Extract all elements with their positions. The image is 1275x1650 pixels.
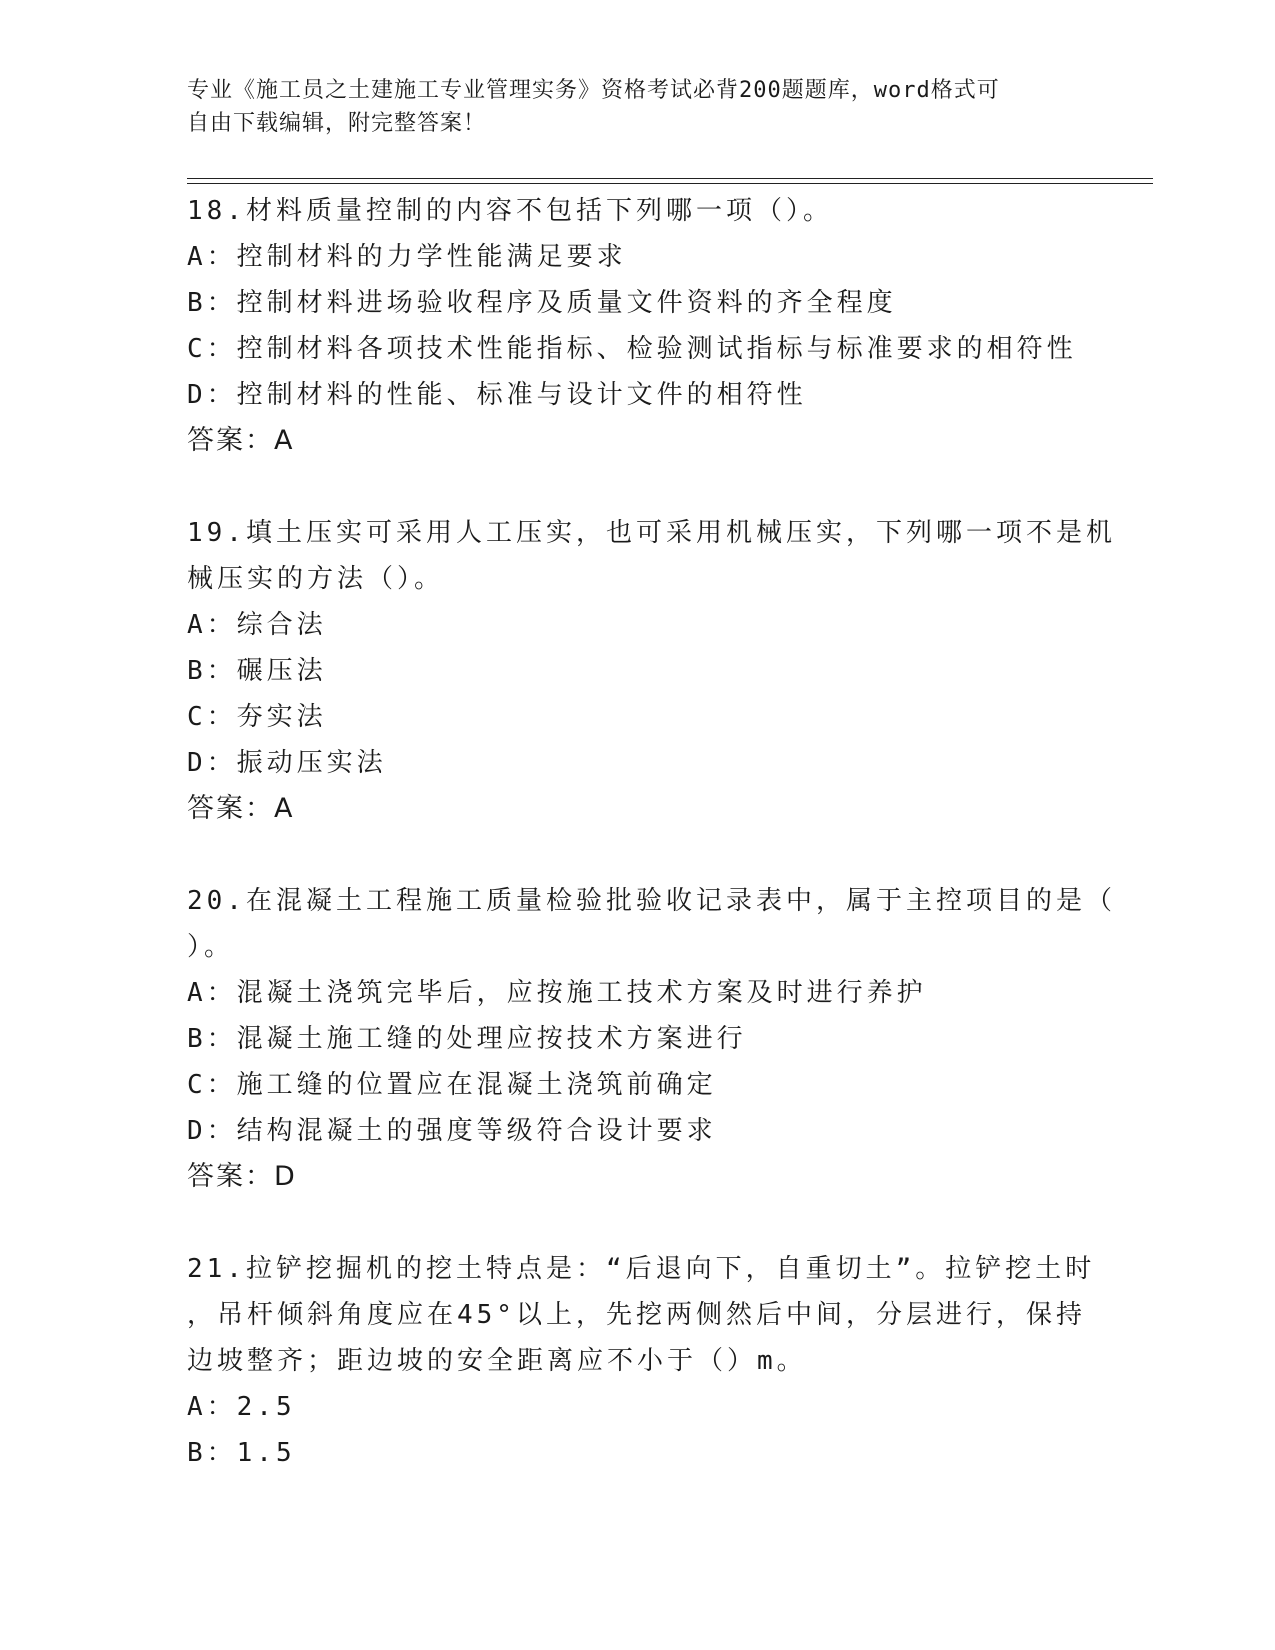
option-a: A：综合法	[187, 610, 327, 640]
question-stem-continued: 械压实的方法（）。	[187, 564, 445, 594]
header-divider-bottom	[187, 183, 1153, 184]
answer: 答案：A	[187, 793, 295, 824]
question-stem: 19.填土压实可采用人工压实，也可采用机械压实，下列哪一项不是机	[187, 518, 1116, 548]
question-stem-continued: 边坡整齐；距边坡的安全距离应不小于（）m。	[187, 1346, 807, 1376]
option-d: D：结构混凝土的强度等级符合设计要求	[187, 1116, 717, 1146]
question-stem: 21.拉铲挖掘机的挖土特点是：“后退向下，自重切土”。拉铲挖土时	[187, 1254, 1096, 1284]
option-b: B：控制材料进场验收程序及质量文件资料的齐全程度	[187, 288, 897, 318]
question-stem-continued: ）。	[187, 932, 235, 962]
option-b: B：碾压法	[187, 656, 327, 686]
question-20	[187, 878, 1116, 1200]
option-b: B：混凝土施工缝的处理应按技术方案进行	[187, 1024, 747, 1054]
option-d: D：振动压实法	[187, 748, 387, 778]
header-divider-top	[187, 178, 1153, 179]
option-a: A：混凝土浇筑完毕后，应按施工技术方案及时进行养护	[187, 978, 927, 1008]
question-21	[187, 1246, 1096, 1476]
answer: 答案：A	[187, 425, 295, 456]
option-d: D：控制材料的性能、标准与设计文件的相符性	[187, 380, 807, 410]
question-stem: 18.材料质量控制的内容不包括下列哪一项（）。	[187, 196, 833, 226]
question-list	[187, 188, 1116, 1522]
document-header	[187, 74, 1067, 140]
question-19	[187, 510, 1116, 832]
header-line-2: 自由下载编辑，附完整答案！	[187, 111, 487, 136]
option-c: C：夯实法	[187, 702, 327, 732]
question-stem-continued: ，吊杆倾斜角度应在45°以上，先挖两侧然后中间，分层进行，保持	[187, 1300, 1086, 1330]
option-a: A：2.5	[187, 1392, 296, 1422]
option-c: C：控制材料各项技术性能指标、检验测试指标与标准要求的相符性	[187, 334, 1077, 364]
option-b: B：1.5	[187, 1438, 296, 1468]
question-18	[187, 188, 1087, 464]
question-stem: 20.在混凝土工程施工质量检验批验收记录表中，属于主控项目的是（	[187, 886, 1116, 916]
option-a: A：控制材料的力学性能满足要求	[187, 242, 627, 272]
header-line-1: 专业《施工员之土建施工专业管理实务》资格考试必背200题题库，word格式可	[187, 78, 1000, 103]
option-c: C：施工缝的位置应在混凝土浇筑前确定	[187, 1070, 717, 1100]
answer: 答案：D	[187, 1161, 297, 1192]
